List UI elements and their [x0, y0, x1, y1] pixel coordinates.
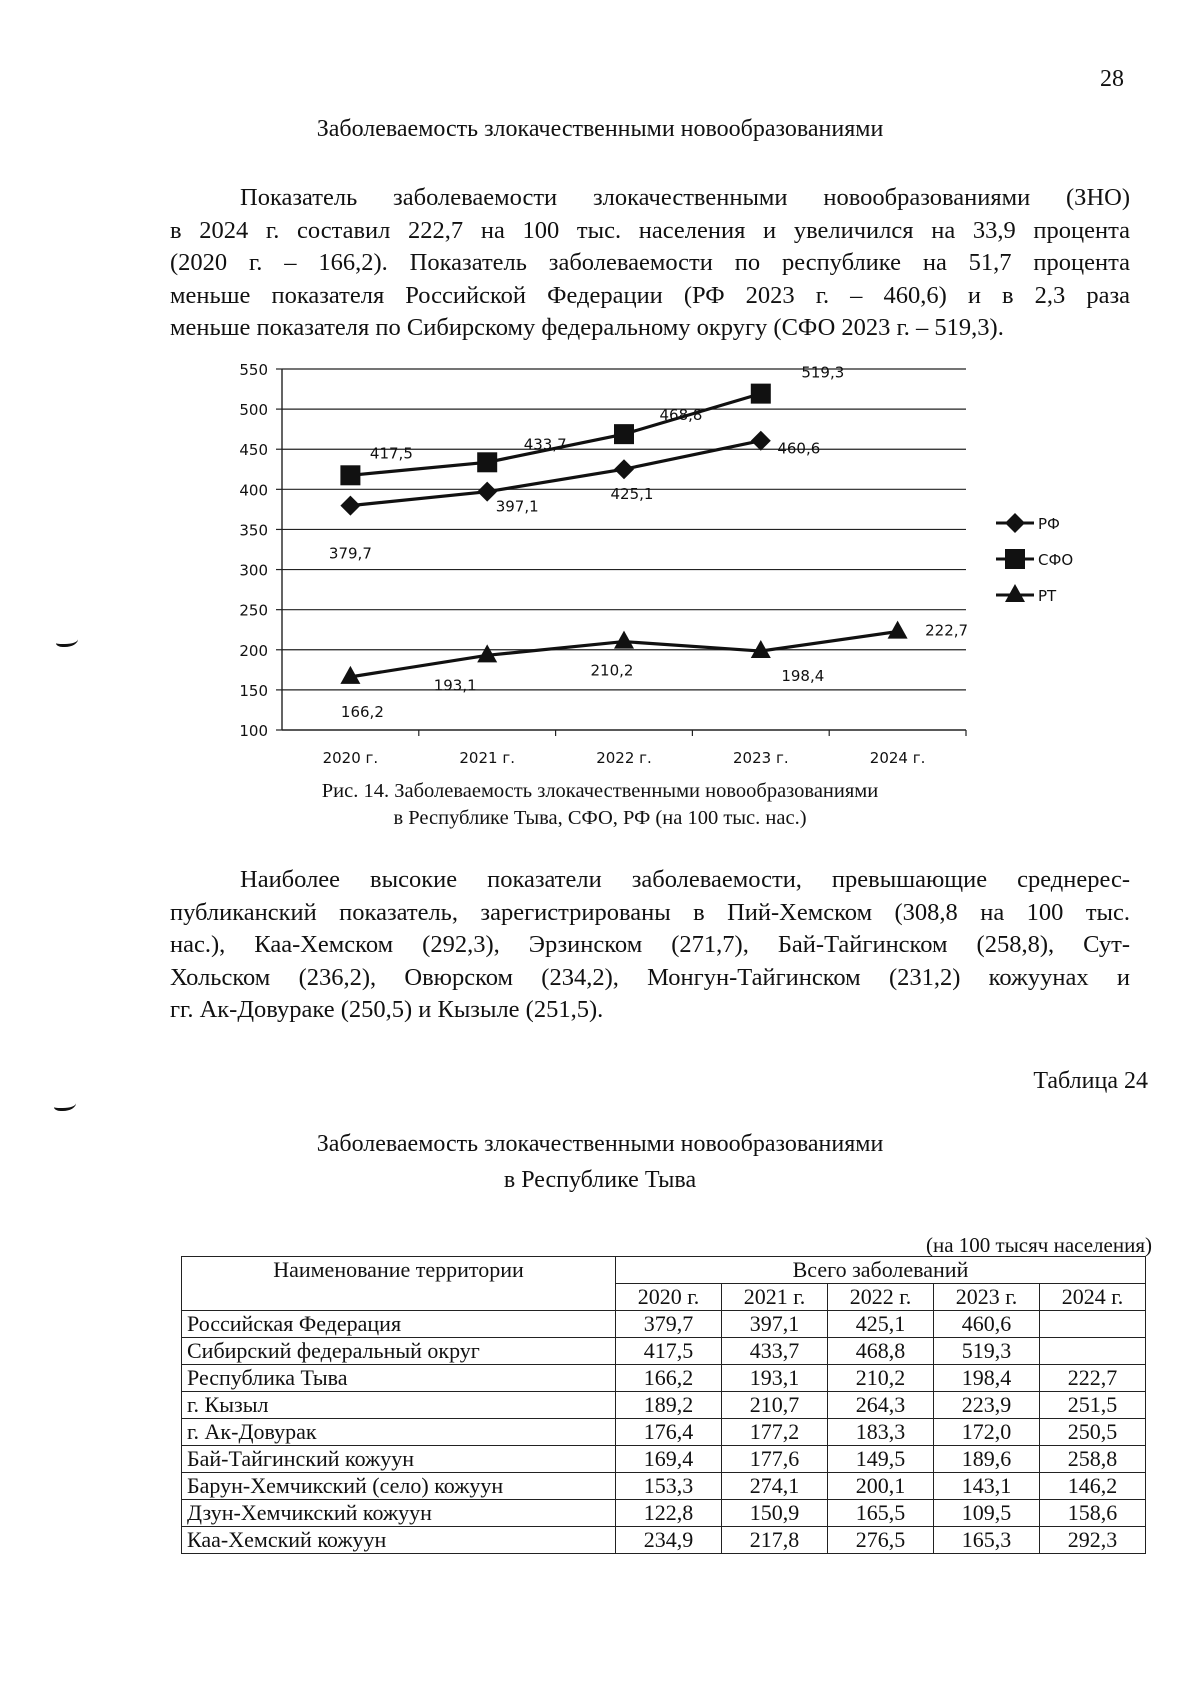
table-cell-value: 264,3: [828, 1392, 934, 1419]
table-cell-value: 166,2: [616, 1365, 722, 1392]
x-tick-label: 2022 г.: [596, 749, 652, 767]
header-year: 2023 г.: [934, 1284, 1040, 1311]
table-cell-value: 210,2: [828, 1365, 934, 1392]
paragraph-line: меньше показателя Российской Федерации (РФ 2023 г. – 460,6) и в 2,3 раза: [170, 281, 1130, 309]
header-total-diseases: Всего заболеваний: [616, 1257, 1146, 1284]
page-number: 28: [1100, 66, 1124, 92]
y-tick-label: 150: [239, 681, 268, 700]
data-label-СФО: 519,3: [801, 363, 845, 382]
legend-label: РТ: [1038, 587, 1057, 605]
header-year: 2022 г.: [828, 1284, 934, 1311]
header-year: 2024 г.: [1040, 1284, 1146, 1311]
legend-marker: [1005, 549, 1025, 569]
table-cell-value: 200,1: [828, 1473, 934, 1500]
table-cell-value: 189,2: [616, 1392, 722, 1419]
table-cell-value: 379,7: [616, 1311, 722, 1338]
table-cell-value: 417,5: [616, 1338, 722, 1365]
table-cell-value: 183,3: [828, 1419, 934, 1446]
table-cell-value: 274,1: [722, 1473, 828, 1500]
territory-name: Каа-Хемский кожуун: [182, 1527, 616, 1554]
paragraph-line: Наиболее высокие показатели заболеваемости, превышающие среднерес-: [240, 866, 1130, 893]
caption-line: Рис. 14. Заболеваемость злокачественными новообразованиями: [321, 780, 879, 802]
territory-name: г. Кызыл: [182, 1392, 616, 1419]
data-label-СФО: 433,7: [523, 435, 567, 454]
data-point-СФО: [340, 465, 360, 485]
table-cell-value: 169,4: [616, 1446, 722, 1473]
table-cell-value: [1040, 1311, 1146, 1338]
table-cell-value: 292,3: [1040, 1527, 1146, 1554]
data-point-РТ: [888, 621, 908, 639]
data-label-СФО: 468,8: [659, 406, 703, 425]
data-point-РТ: [614, 631, 634, 649]
territory-name: Республика Тыва: [182, 1365, 616, 1392]
table-cell-value: 165,3: [934, 1527, 1040, 1554]
table-row: [182, 1392, 1146, 1419]
paragraph-line: меньше показателя по Сибирскому федеральному округу (СФО 2023 г. – 519,3).: [170, 314, 1004, 341]
table-cell-value: 150,9: [722, 1500, 828, 1527]
data-label-РТ: 222,7: [925, 621, 969, 640]
caption-line: в Республике Тыва, СФО, РФ (на 100 тыс. нас.): [393, 807, 807, 829]
paragraph-line: Показатель заболеваемости злокачественными новообразованиями (ЗНО): [240, 184, 1130, 211]
table-row: [182, 1338, 1146, 1365]
territory-name: Бай-Тайгинский кожуун: [182, 1446, 616, 1473]
data-label-РТ: 193,1: [433, 676, 477, 695]
data-label-РФ: 379,7: [328, 544, 372, 563]
table-cell-value: 198,4: [934, 1365, 1040, 1392]
table-cell-value: 172,0: [934, 1419, 1040, 1446]
table-cell-value: 250,5: [1040, 1419, 1146, 1446]
y-tick-label: 250: [239, 601, 268, 620]
table-cell-value: 210,7: [722, 1392, 828, 1419]
territory-name: Дзун-Хемчикский кожуун: [182, 1500, 616, 1527]
table-cell-value: 146,2: [1040, 1473, 1146, 1500]
paragraph-line: Хольском (236,2), Овюрском (234,2), Монгун-Тайгинском (231,2) кожуунах и: [170, 963, 1130, 991]
table-cell-value: 176,4: [616, 1419, 722, 1446]
table-cell-value: 397,1: [722, 1311, 828, 1338]
morbidity-line-chart: [0, 0, 1200, 780]
x-tick-label: 2024 г.: [869, 749, 926, 767]
data-label-СФО: 417,5: [369, 444, 413, 463]
y-tick-label: 400: [239, 481, 268, 500]
table-cell-value: [1040, 1338, 1146, 1365]
table-units: (на 100 тысяч населения): [925, 1233, 1152, 1257]
legend-label: РФ: [1038, 515, 1060, 533]
y-tick-label: 350: [239, 521, 268, 540]
table-cell-value: 433,7: [722, 1338, 828, 1365]
y-tick-label: 300: [239, 561, 268, 580]
table-row: [182, 1473, 1146, 1500]
y-tick-label: 450: [239, 441, 268, 460]
table-cell-value: 165,5: [828, 1500, 934, 1527]
table-cell-value: 519,3: [934, 1338, 1040, 1365]
table-cell-value: 189,6: [934, 1446, 1040, 1473]
paragraph-regions: [170, 864, 1130, 1027]
data-label-РФ: 460,6: [777, 439, 821, 458]
data-point-РФ: [751, 431, 771, 451]
header-year: 2020 г.: [616, 1284, 722, 1311]
y-tick-label: 100: [239, 722, 268, 740]
paragraph-line: публиканский показатель, зарегистрированы в Пий-Хемском (308,8 на 100 тыс.: [170, 898, 1130, 926]
table-cell-value: 468,8: [828, 1338, 934, 1365]
table-row: [182, 1500, 1146, 1527]
x-tick-label: 2020 г.: [322, 749, 379, 767]
table-cell-value: 177,2: [722, 1419, 828, 1446]
table-cell-value: 258,8: [1040, 1446, 1146, 1473]
section-title: Заболеваемость злокачественными новообразованиями: [316, 116, 884, 142]
territory-name: Барун-Хемчикский (село) кожуун: [182, 1473, 616, 1500]
y-tick-label: 550: [239, 361, 268, 379]
table-row: [182, 1527, 1146, 1554]
x-tick-label: 2021 г.: [459, 749, 515, 767]
scan-mark: [54, 1098, 76, 1111]
table-row: [182, 1419, 1146, 1446]
territory-name: Российская Федерация: [182, 1311, 616, 1338]
data-label-РТ: 166,2: [340, 702, 384, 721]
table-cell-value: 149,5: [828, 1446, 934, 1473]
table-row: [182, 1365, 1146, 1392]
table-label: Таблица 24: [1033, 1068, 1148, 1094]
table-cell-value: 143,1: [934, 1473, 1040, 1500]
table-cell-value: 223,9: [934, 1392, 1040, 1419]
y-tick-label: 500: [239, 401, 268, 420]
data-point-РФ: [477, 482, 497, 502]
header-year: 2021 г.: [722, 1284, 828, 1311]
table-cell-value: 193,1: [722, 1365, 828, 1392]
table-cell-value: 222,7: [1040, 1365, 1146, 1392]
paragraph-line: в 2024 г. составил 222,7 на 100 тыс. населения и увеличился на 33,9 процента: [170, 216, 1130, 244]
table-cell-value: 425,1: [828, 1311, 934, 1338]
table-title: Заболеваемость злокачественными новообразованиями: [316, 1131, 884, 1157]
table-cell-value: 251,5: [1040, 1392, 1146, 1419]
table-row: [182, 1446, 1146, 1473]
legend-marker: [1005, 584, 1025, 602]
paragraph-line: нас.), Каа-Хемском (292,3), Эрзинском (271,7), Бай-Тайгинском (258,8), Сут-: [170, 931, 1130, 958]
table-cell-value: 158,6: [1040, 1500, 1146, 1527]
table-cell-value: 109,5: [934, 1500, 1040, 1527]
table-cell-value: 460,6: [934, 1311, 1040, 1338]
table-cell-value: 234,9: [616, 1527, 722, 1554]
table-cell-value: 153,3: [616, 1473, 722, 1500]
data-label-РФ: 397,1: [495, 497, 539, 516]
table-cell-value: 276,5: [828, 1527, 934, 1554]
table-subtitle: в Республике Тыва: [503, 1167, 697, 1193]
data-point-СФО: [614, 424, 634, 444]
y-tick-label: 200: [239, 641, 268, 660]
paragraph-line: гг. Ак-Довураке (250,5) и Кызыле (251,5).: [170, 996, 604, 1023]
data-label-РФ: 425,1: [610, 485, 654, 504]
legend-marker: [1005, 513, 1025, 533]
territory-name: г. Ак-Довурак: [182, 1419, 616, 1446]
table-cell-value: 122,8: [616, 1500, 722, 1527]
data-label-РТ: 198,4: [781, 667, 825, 686]
data-point-РФ: [614, 459, 634, 479]
territory-name: Сибирский федеральный округ: [182, 1338, 616, 1365]
data-label-РТ: 210,2: [590, 661, 634, 680]
table-cell-value: 177,6: [722, 1446, 828, 1473]
paragraph-line: (2020 г. – 166,2). Показатель заболеваемости по республике на 51,7 процента: [170, 249, 1130, 276]
x-tick-label: 2023 г.: [733, 749, 789, 767]
table-cell-value: 217,8: [722, 1527, 828, 1554]
table-row: [182, 1311, 1146, 1338]
figure-caption: [0, 778, 1200, 832]
data-point-СФО: [751, 384, 771, 404]
morbidity-table: [181, 1256, 1146, 1554]
data-point-СФО: [477, 452, 497, 472]
header-territory: Наименование территории: [182, 1257, 616, 1311]
data-point-РФ: [340, 496, 360, 516]
legend-label: СФО: [1038, 551, 1074, 569]
